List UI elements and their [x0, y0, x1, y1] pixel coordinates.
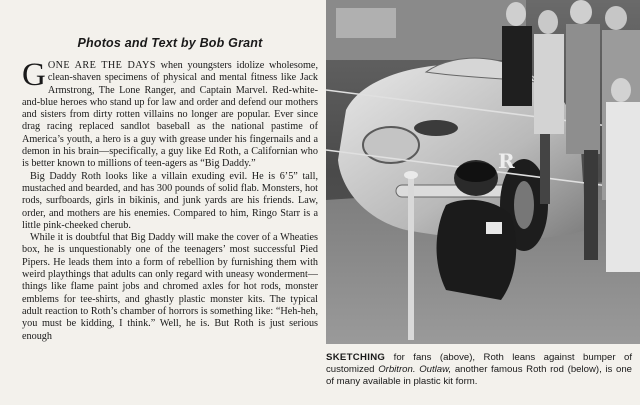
drop-cap: G: [22, 57, 46, 93]
article-column: [22, 36, 318, 343]
paragraph-1-text: when youngsters idolize wholesome, clean-shaven specimens of physical and mental fitness like Jack Armstrong, The Lone Ranger, and Captain Marvel. Red-white-and-blue heroes who stand up for law and order and defend our mothers and sisters from dirty rotten villains no longer are popular. Ever since drag racing replaced sandlot baseball as the national pastime of America’s youth, a hero is a guy with grease under his fingernails and a demon in his brain—specifically, a guy like Ed Roth, a Californian who is better known to millions of teen-agers as “Big Daddy.”: [22, 60, 318, 170]
lead-in: ONE ARE THE DAYS: [47, 60, 156, 71]
caption-lead: SKETCHING: [326, 352, 386, 363]
caption-orbitron: Orbitron.: [378, 364, 416, 376]
paragraph-3: While it is doubtful that Big Daddy will make the cover of a Wheaties box, he is unquestionably one of the teenagers’ most successful Pied Pipers. He leads them into a form of rebellion by furnishing them with weird playthings that adults can only regard with uneasy wonderment—things like flame paint jobs and chromed axles for hot rods, monster emblems for tee-shirts, and ghastly plastic monster kits. The typical adult reaction to Roth’s chamber of horrors is something like: “Heh-heh, you must be kidding, I think.” Well, he is. But Roth is just serious enough: [22, 232, 318, 342]
jacket-letter: R: [498, 149, 515, 173]
photo-sketching-roth: [326, 0, 640, 344]
paragraph-1: [22, 57, 318, 171]
paragraph-2: Big Daddy Roth looks like a villain exuding evil. He is 6’5” tall, mustached and bearded, and has 300 pounds of solid flab. Monsters, hot rods, surfboards, girls in bikinis, and junk yards are his friends. Law, order, and mothers are his enemies. Compared to him, Ringo Starr is a little pink-cheeked cherub.: [22, 170, 318, 231]
article-body: [22, 57, 318, 343]
byline: Photos and Text by Bob Grant: [77, 36, 263, 50]
photo-caption: SKETCHING for fans (above), Roth leans against bumper of customized Orbitron. Outlaw, another famous Roth rod (below), is one of many available in plastic kit form.: [326, 352, 632, 388]
caption-outlaw: Outlaw,: [419, 364, 452, 376]
